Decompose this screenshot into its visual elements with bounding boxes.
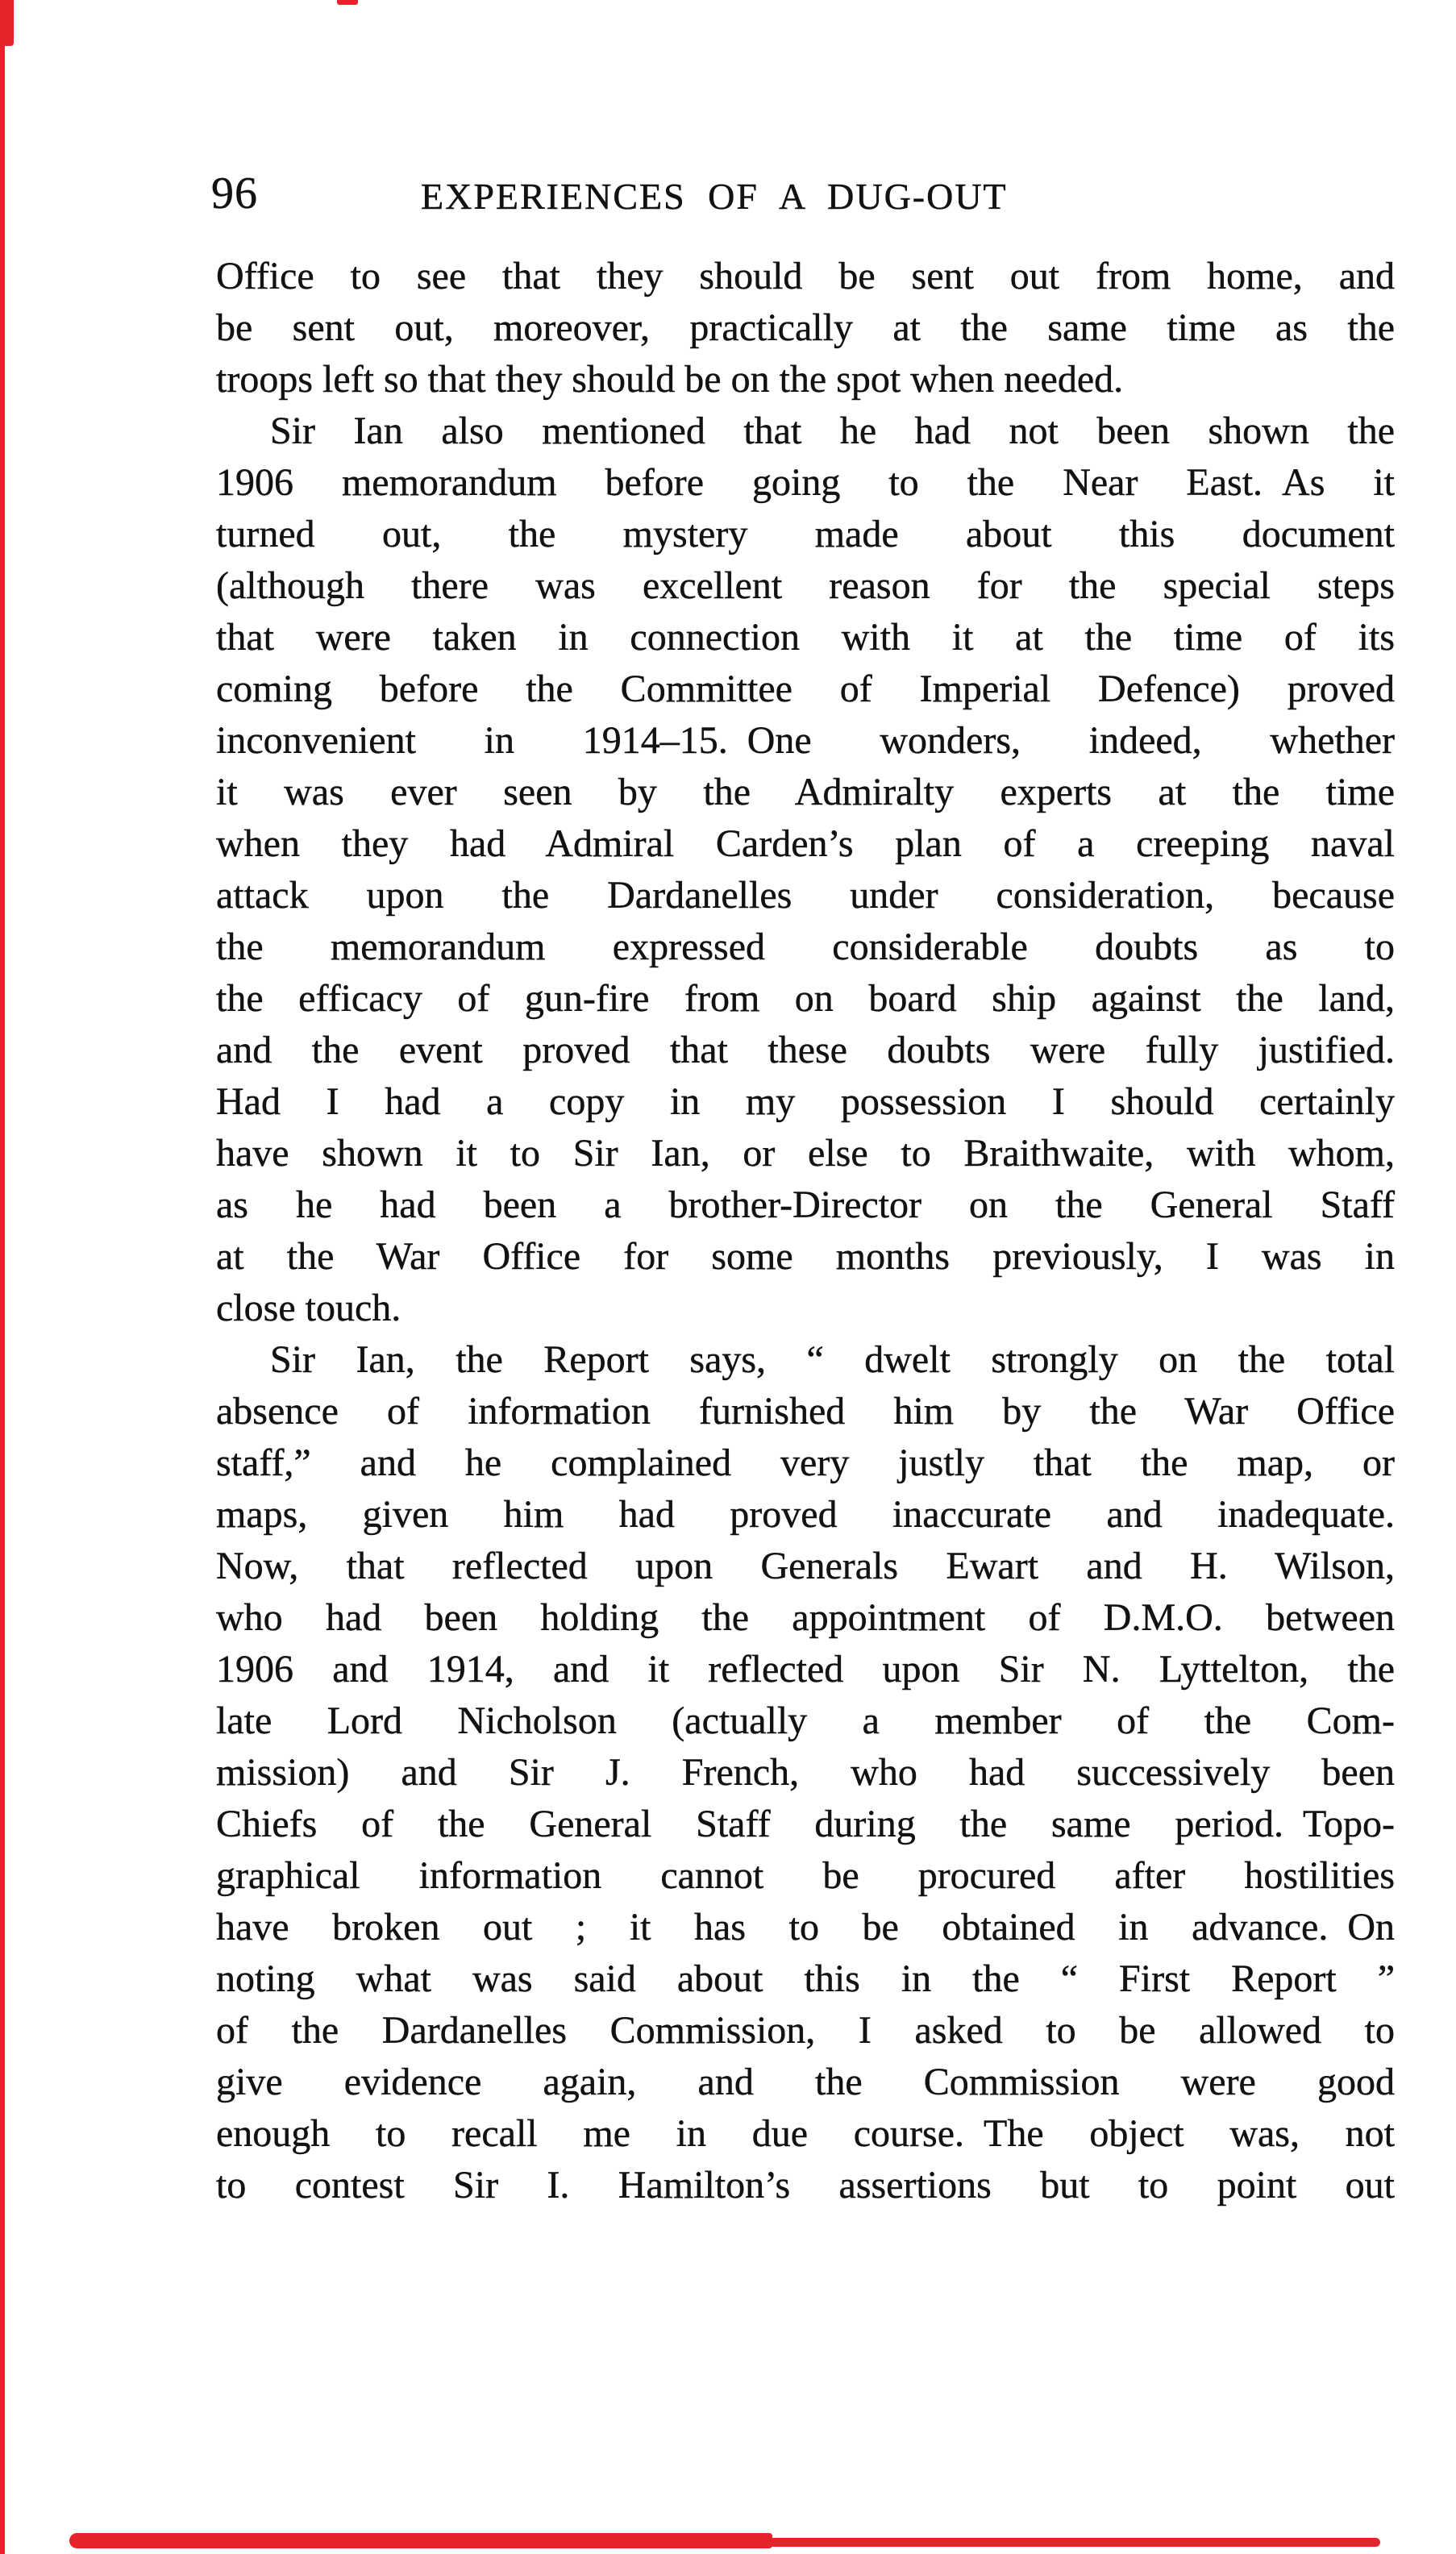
text-line: absence of information furnished him by the War Office <box>216 1390 1395 1433</box>
text-line: Had I had a copy in my possession I should certainly <box>216 1080 1395 1123</box>
text-line: of the Dardanelles Commission, I asked to be allowed to <box>216 2009 1395 2052</box>
text-line: when they had Admiral Carden’s plan of a creeping naval <box>216 822 1395 865</box>
text-line: inconvenient in 1914–15. One wonders, indeed, whether <box>216 719 1395 762</box>
page-body <box>216 251 1395 2211</box>
text-line: staff,” and he complained very justly that the map, or <box>216 1441 1395 1484</box>
text-line: the memorandum expressed considerable doubts as to <box>216 926 1395 968</box>
text-line: mission) and Sir J. French, who had successively been <box>216 1751 1395 1794</box>
text-line: graphical information cannot be procured after hostilities <box>216 1854 1395 1897</box>
scan-red-bottom-streak <box>69 2533 772 2548</box>
text-line: Chiefs of the General Staff during the same period. Topo- <box>216 1803 1395 1845</box>
text-line: to contest Sir I. Hamilton’s assertions but to point out <box>216 2164 1395 2207</box>
text-line: as he had been a brother-Director on the General Staff <box>216 1183 1395 1226</box>
text-line: 1906 and 1914, and it reflected upon Sir N. Lyttelton, the <box>216 1648 1395 1691</box>
text-line: at the War Office for some months previously, I was in <box>216 1235 1395 1278</box>
text-line: close touch. <box>216 1287 401 1329</box>
text-line: troops left so that they should be on the spot when needed. <box>216 358 1124 401</box>
text-line: and the event proved that these doubts were fully justified. <box>216 1029 1395 1071</box>
text-line: it was ever seen by the Admiralty experts at the time <box>216 771 1395 813</box>
text-line: Now, that reflected upon Generals Ewart and H. Wilson, <box>216 1545 1395 1587</box>
scan-red-top-tick-mark <box>337 0 358 5</box>
text-line: attack upon the Dardanelles under consideration, because <box>216 874 1395 917</box>
text-line: who had been holding the appointment of D.M.O. between <box>216 1596 1395 1639</box>
text-line: Sir Ian also mentioned that he had not been shown the <box>270 410 1395 452</box>
page-number: 96 <box>211 168 258 218</box>
text-line: have broken out ; it has to be obtained in advance. On <box>216 1906 1395 1949</box>
scan-red-bottom-streak-thin <box>758 2538 1380 2547</box>
text-line: coming before the Committee of Imperial Defence) proved <box>216 668 1395 710</box>
text-line: (although there was excellent reason for the special steps <box>216 564 1395 607</box>
scan-red-corner-mark <box>0 0 14 46</box>
text-line: enough to recall me in due course. The object was, not <box>216 2112 1395 2155</box>
text-line: be sent out, moreover, practically at the same time as the <box>216 306 1395 349</box>
text-line: 1906 memorandum before going to the Near East. As it <box>216 461 1395 504</box>
text-line: noting what was said about this in the “ First Report ” <box>216 1957 1395 2000</box>
text-line: have shown it to Sir Ian, or else to Braithwaite, with whom, <box>216 1132 1395 1175</box>
text-line: maps, given him had proved inaccurate and inadequate. <box>216 1493 1395 1536</box>
text-line: turned out, the mystery made about this document <box>216 513 1395 555</box>
text-line: Sir Ian, the Report says, “ dwelt strongly on the total <box>270 1338 1395 1381</box>
running-title: EXPERIENCES OF A DUG-OUT <box>421 176 1008 217</box>
text-line: the efficacy of gun-fire from on board ship against the land, <box>216 977 1395 1020</box>
scan-red-left-edge-mark <box>0 0 5 2554</box>
text-line: give evidence again, and the Commission were good <box>216 2061 1395 2103</box>
text-line: late Lord Nicholson (actually a member of the Com- <box>216 1699 1395 1742</box>
text-line: that were taken in connection with it at the time of its <box>216 616 1395 659</box>
text-line: Office to see that they should be sent out from home, and <box>216 255 1395 297</box>
